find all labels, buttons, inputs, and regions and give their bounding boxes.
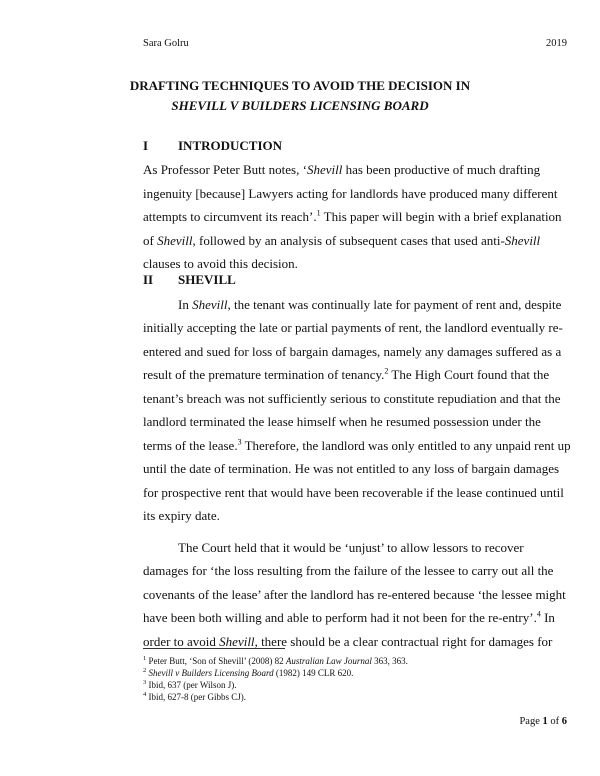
header-year: 2019 — [546, 38, 567, 49]
section-1-heading: INTRODUCTION — [178, 138, 283, 153]
footnote-1: $^1$ Peter Butt, ‘Son of Shevill’ (2008) 82 Australian Law Journal 363, 363. — [143, 655, 408, 666]
footnote-ref-4[interactable]: 4 — [536, 609, 541, 619]
para2-line-5: order to avoid Shevill, there should be a clear contractual right for damages for — [143, 634, 553, 649]
section-1-number: I — [143, 138, 149, 153]
footnote-3: $^3$ Ibid, 637 (per Wilson J). — [143, 679, 237, 690]
document-title-line-2: SHEVILL V BUILDERS LICENSING BOARD — [171, 98, 429, 113]
para2-line-1: The Court held that it would be ‘unjust’ to allow lessors to recover — [178, 540, 524, 555]
footnote-ref-1[interactable]: 1 — [316, 208, 321, 218]
intro-line-4: of Shevill, followed by an analysis of subsequent cases that used anti-Shevill — [143, 233, 541, 248]
para1-line-7: terms of the lease.$^3$ Therefore, the landlord was only entitled to any unpaid rent up — [143, 437, 571, 453]
intro-line-3: attempts to circumvent its reach’.$^1$ This paper will begin with a brief explanation — [143, 208, 562, 224]
para2-line-4: have been both willing and able to perform had it not been for the re-entry’.$^4$ In — [143, 609, 555, 625]
section-2-number: II — [143, 272, 154, 287]
para1-line-10: its expiry date. — [143, 508, 220, 523]
footnote-separator — [143, 648, 285, 649]
document-title-line-1: DRAFTING TECHNIQUES TO AVOID THE DECISION IN — [129, 78, 471, 93]
para1-line-4: result of the premature termination of tenancy.$^2$ The High Court found that the — [143, 366, 550, 382]
header-author: Sara Golru — [143, 38, 189, 49]
section-2-heading: SHEVILL — [178, 272, 236, 287]
para1-line-8: until the date of termination. He was not entitled to any loss of bargain damages — [143, 461, 560, 476]
para1-line-1: In Shevill, the tenant was continually late for payment of rent and, despite — [178, 297, 562, 312]
footnote-ref-2[interactable]: 2 — [384, 366, 389, 376]
para1-line-6: landlord terminated the lease himself when he resumed possession under the — [143, 414, 541, 429]
para1-line-3: entered and sued for loss of bargain damages, namely any damages suffered as a — [143, 344, 562, 359]
page-number: Page 1 of 6 — [519, 716, 567, 727]
intro-line-2: ingenuity [because] Lawyers acting for landlords have produced many different — [143, 186, 558, 201]
intro-line-1: As Professor Peter Butt notes, ‘Shevill has been productive of much drafting — [143, 162, 541, 177]
para1-line-5: tenant’s breach was not sufficiently serious to constitute repudiation and that the — [143, 391, 561, 406]
para2-line-3: covenants of the lease’ after the landlord has re-entered because ‘the lessee might — [143, 587, 566, 602]
para1-line-2: initially accepting the late or partial payments of rent, the landlord eventually re- — [143, 320, 563, 335]
para2-line-2: damages for ‘the loss resulting from the failure of the lessee to carry out all the — [143, 563, 554, 578]
footnote-ref-3[interactable]: 3 — [237, 437, 242, 447]
para1-line-9: for prospective rent that would have been recoverable if the lease continued until — [143, 485, 564, 500]
footnote-4: $^4$ Ibid, 627-8 (per Gibbs CJ). — [143, 691, 246, 702]
intro-line-5: clauses to avoid this decision. — [143, 256, 298, 271]
footnote-2: $^2$ Shevill v Builders Licensing Board (1982) 149 CLR 620. — [143, 667, 354, 678]
